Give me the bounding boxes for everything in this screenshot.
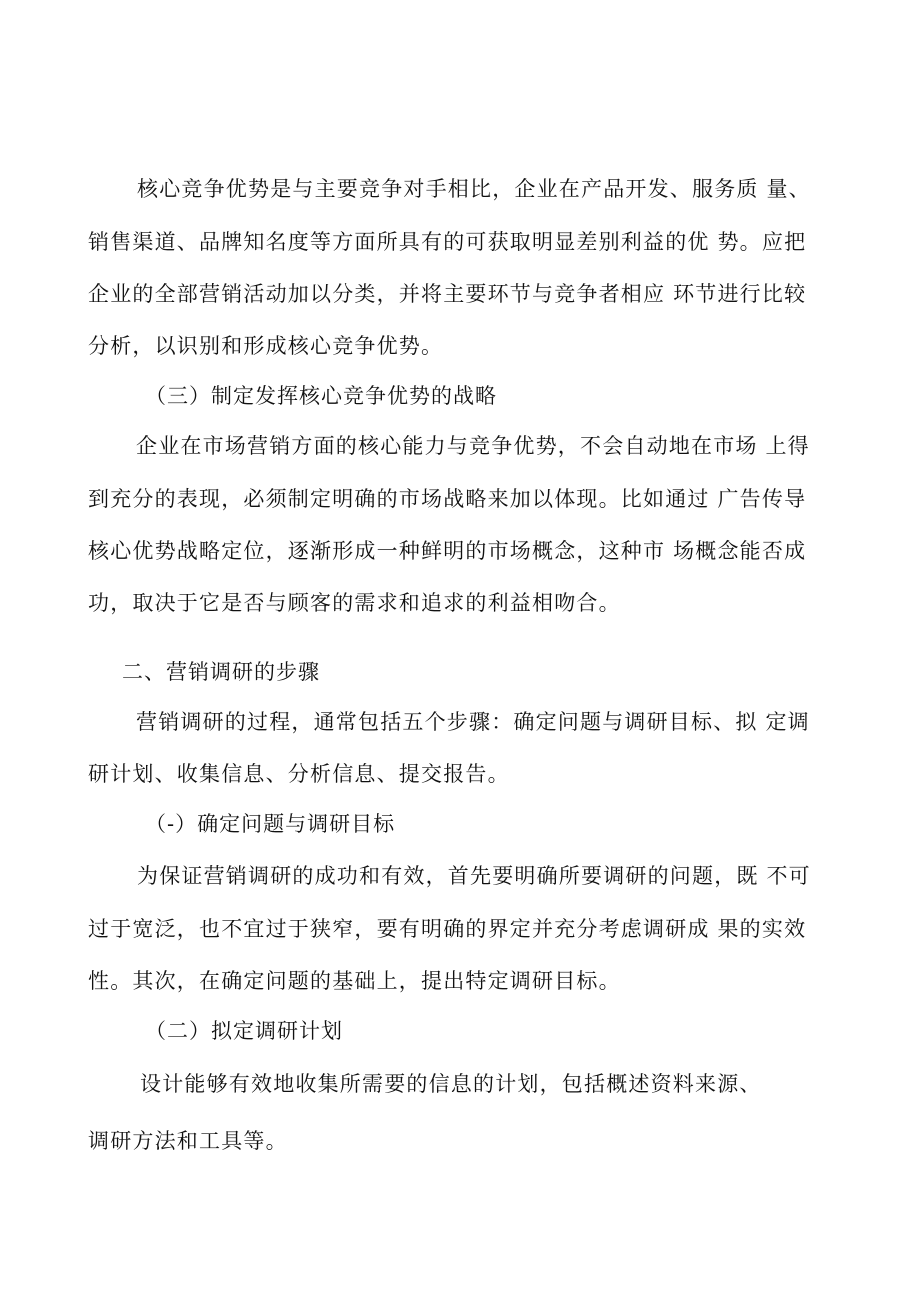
paragraph-5-line-2: 调研方法和工具等。 bbox=[88, 1129, 288, 1153]
paragraph-4-line-2: 过于宽泛，也不宜过于狭窄，要有明确的界定并充分考虑调研成 果的实效 bbox=[88, 917, 807, 941]
paragraph-2-line-2: 到充分的表现，必须制定明确的市场战略来加以体现。比如通过 广告传导 bbox=[88, 487, 807, 511]
paragraph-2-line-3: 核心优势战略定位，逐渐形成一种鲜明的市场概念，这种市 场概念能否成 bbox=[88, 539, 807, 563]
subheading-three: （三）制定发挥核心竞争优势的战略 bbox=[145, 384, 497, 408]
subheading-one: （-）确定问题与调研目标 bbox=[145, 812, 396, 836]
paragraph-4-line-3: 性。其次，在确定问题的基础上，提出特定调研目标。 bbox=[88, 969, 621, 993]
paragraph-1-line-2: 销售渠道、品牌知名度等方面所具有的可获取明显差别利益的优 势。应把 bbox=[88, 230, 807, 254]
paragraph-2-line-4: 功，取决于它是否与顾客的需求和追求的利益相吻合。 bbox=[88, 591, 621, 615]
paragraph-3-line-2: 研计划、收集信息、分析信息、提交报告。 bbox=[88, 762, 510, 786]
paragraph-1-line-4: 分析，以识别和形成核心竞争优势。 bbox=[88, 334, 444, 358]
paragraph-5-line-1: 设计能够有效地收集所需要的信息的计划，包括概述资料来源、 bbox=[140, 1072, 762, 1096]
paragraph-3-line-1: 营销调研的过程，通常包括五个步骤：确定问题与调研目标、拟 定调 bbox=[136, 710, 810, 734]
subheading-two: （二）拟定调研计划 bbox=[145, 1019, 343, 1043]
paragraph-1-line-3: 企业的全部营销活动加以分类，并将主要环节与竞争者相应 环节进行比较 bbox=[88, 282, 807, 306]
paragraph-2-line-1: 企业在市场营销方面的核心能力与竞争优势，不会自动地在市场 上得 bbox=[136, 434, 810, 458]
paragraph-1-line-1: 核心竞争优势是与主要竞争对手相比，企业在产品开发、服务质 量、 bbox=[137, 177, 811, 201]
section-2-heading: 二、营销调研的步骤 bbox=[122, 660, 320, 684]
paragraph-4-line-1: 为保证营销调研的成功和有效，首先要明确所要调研的问题，既 不可 bbox=[137, 864, 811, 888]
